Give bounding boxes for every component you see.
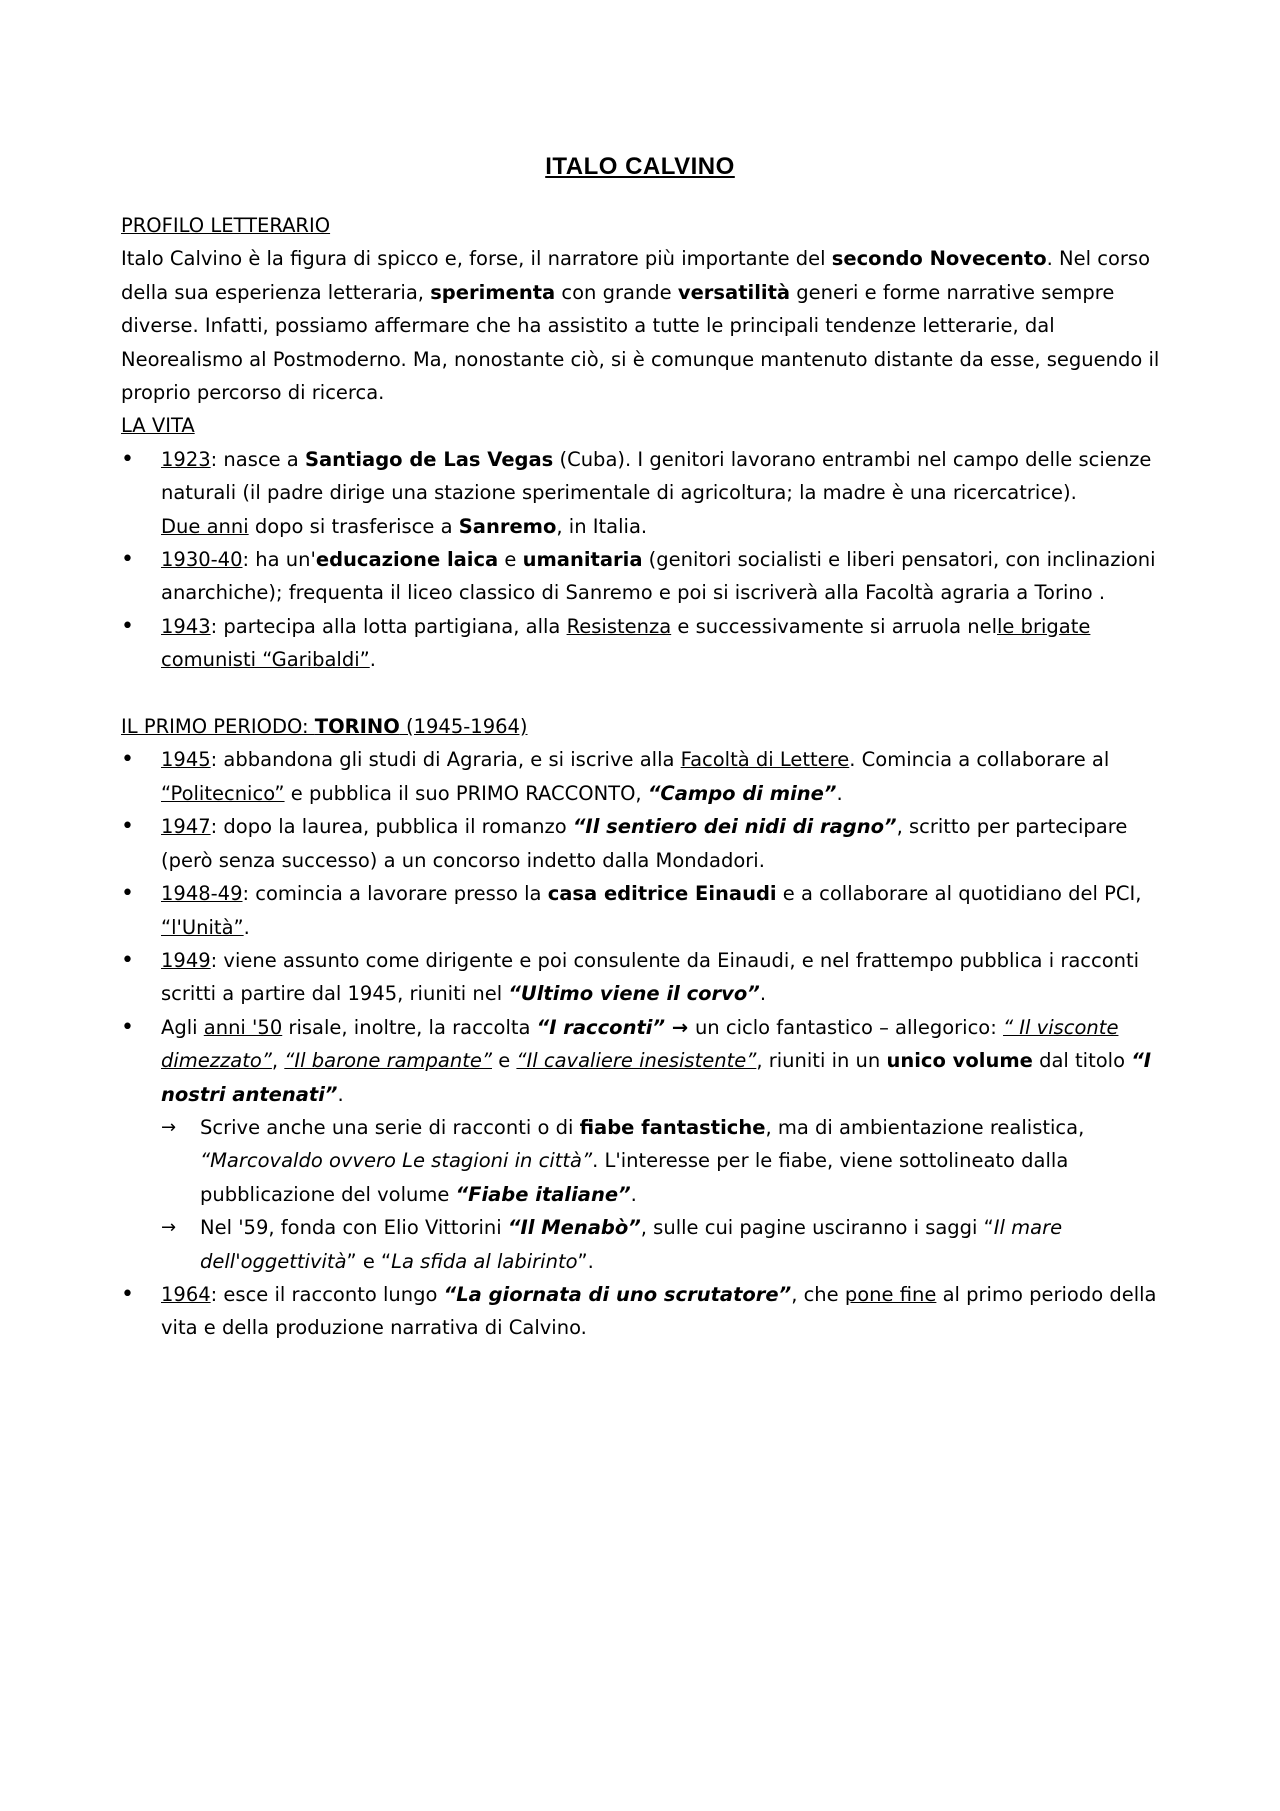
sub-list-item: → Scrive anche una serie di racconti o di fiabe fantastiche, ma di ambientazione realistica, “Marcovaldo ovvero Le stagioni in città”. L'interesse per le fiabe, viene sottolineato dalla pubblicazione del volume “Fiabe italiane”. [121,1111,1171,1211]
list-item: • 1964: esce il racconto lungo “La giornata di uno scrutatore”, che pone fine al primo periodo della vita e della produzione narrativa di Calvino. [121,1278,1171,1345]
section-heading-vita: LA VITA [121,414,195,438]
list-item: • 1930-40: ha un'educazione laica e umanitaria (genitori socialisti e liberi pensatori, con inclinazioni anarchiche); frequenta il liceo classico di Sanremo e poi si iscriverà alla Facoltà agraria a Torino . [121,543,1171,610]
arrow-right-icon: → [665,1015,695,1039]
sub-list-item: → Nel '59, fonda con Elio Vittorini “Il Menabò”, sulle cui pagine usciranno i saggi “Il mare dell'oggettività” e “La sfida al labirinto”. [121,1211,1171,1278]
document-title: ITALO CALVINO [545,153,735,180]
spacer [121,677,1171,710]
list-item: • 1947: dopo la laurea, pubblica il romanzo “Il sentiero dei nidi di ragno”, scritto per partecipare (però senza successo) a un concorso indetto dalla Mondadori. [121,810,1171,877]
list-item: • 1949: viene assunto come dirigente e poi consulente da Einaudi, e nel frattempo pubblica i racconti scritti a partire dal 1945, riuniti nel “Ultimo viene il corvo”. [121,944,1171,1011]
section-heading-torino: IL PRIMO PERIODO: TORINO (1945-1964) [121,715,528,739]
list-item: • 1923: nasce a Santiago de Las Vegas (Cuba). I genitori lavorano entrambi nel campo delle scienze naturali (il padre dirige una stazione sperimentale di agricoltura; la madre è una ricercatrice). Due anni dopo si trasferisce a Sanremo, in Italia. [121,443,1171,543]
list-item: • Agli anni '50 risale, inoltre, la raccolta “I racconti” → un ciclo fantastico – allegorico: “ Il visconte dimezzato”, “Il barone rampante” e “Il cavaliere inesistente”, riuniti in un unico volume dal titolo “I nostri antenati”. [121,1011,1171,1111]
profilo-paragraph: Italo Calvino è la figura di spicco e, forse, il narratore più importante del secondo Novecento. Nel corso della sua esperienza letteraria, sperimenta con grande versatilità generi e forme narrative sempre diverse. Infatti, possiamo affermare che ha assistito a tutte le principali tendenze letterarie, dal Neorealismo al Postmoderno. Ma, nonostante ciò, si è comunque mantenuto distante da esse, seguendo il proprio percorso di ricerca. [121,247,1160,405]
document-body [121,209,1171,1345]
list-item: • 1948-49: comincia a lavorare presso la casa editrice Einaudi e a collaborare al quotidiano del PCI, “l'Unità”. [121,877,1171,944]
vita-list [121,443,1171,677]
list-item: • 1943: partecipa alla lotta partigiana, alla Resistenza e successivamente si arruola nelle brigate comunisti “Garibaldi”. [121,610,1171,677]
list-item: • 1945: abbandona gli studi di Agraria, e si iscrive alla Facoltà di Lettere. Comincia a collaborare al “Politecnico” e pubblica il suo PRIMO RACCONTO, “Campo di mine”. [121,743,1171,810]
torino-list [121,743,1171,1344]
section-heading-profilo: PROFILO LETTERARIO [121,214,331,237]
